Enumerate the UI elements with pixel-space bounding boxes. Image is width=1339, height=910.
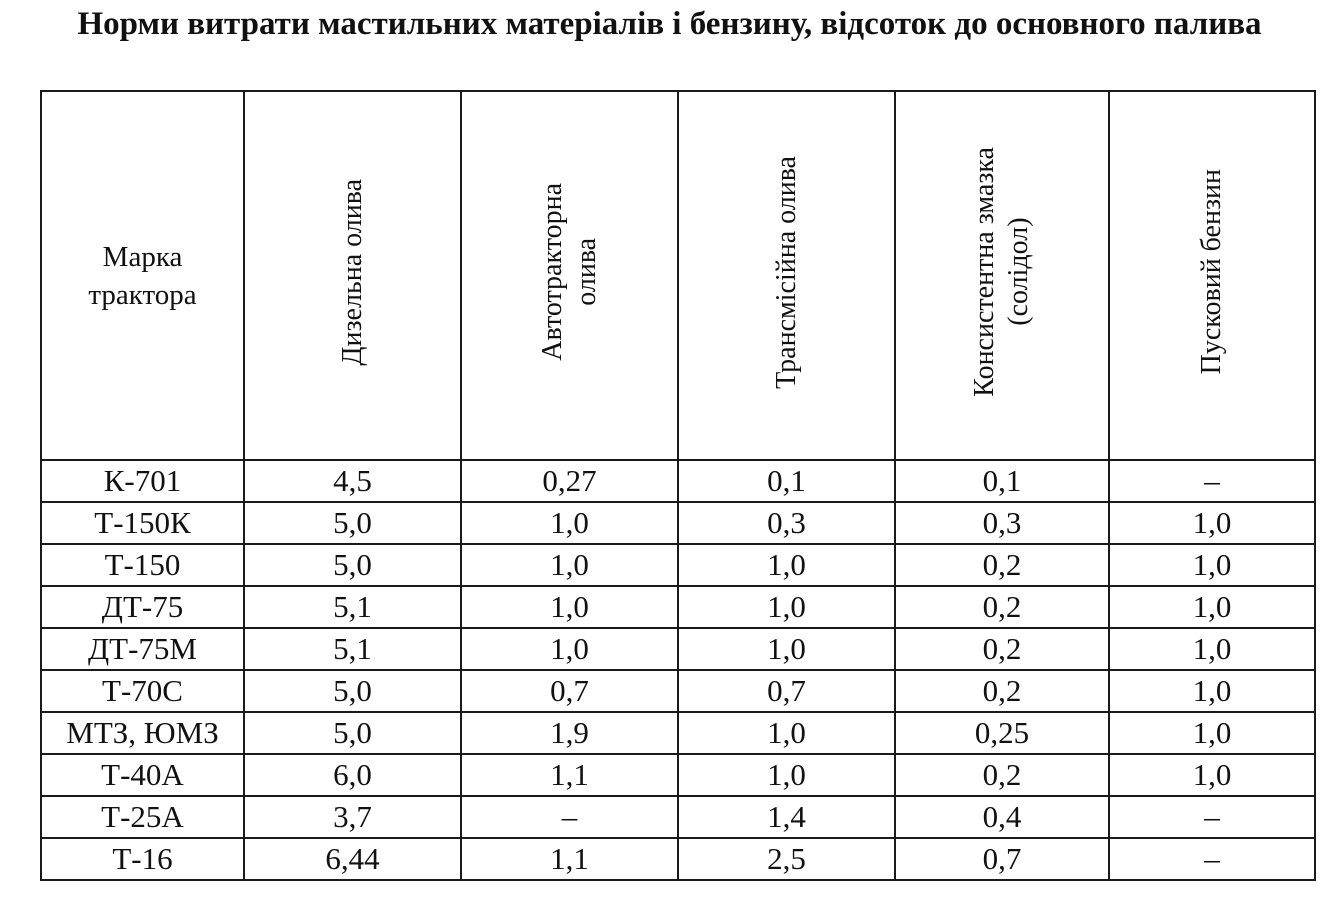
cell-autotractor-oil: 0,7 [461, 670, 678, 712]
cell-autotractor-oil: 1,9 [461, 712, 678, 754]
cell-grease: 0,7 [895, 838, 1109, 880]
cell-starting-gasoline: 1,0 [1109, 544, 1315, 586]
cell-starting-gasoline: 1,0 [1109, 586, 1315, 628]
cell-diesel-oil: 5,0 [244, 502, 461, 544]
table-row [41, 670, 1315, 712]
cell-autotractor-oil: 1,0 [461, 544, 678, 586]
cell-diesel-oil: 5,0 [244, 544, 461, 586]
cell-tractor-brand: Т-16 [41, 838, 244, 880]
cell-diesel-oil: 4,5 [244, 460, 461, 502]
norms-table [40, 90, 1316, 881]
header-autotractor-oil: Автотракторна олива [461, 91, 678, 460]
table-row [41, 754, 1315, 796]
cell-grease: 0,3 [895, 502, 1109, 544]
cell-diesel-oil: 5,0 [244, 670, 461, 712]
cell-starting-gasoline: 1,0 [1109, 502, 1315, 544]
header-row [41, 91, 1315, 460]
cell-tractor-brand: Т-150К [41, 502, 244, 544]
header-diesel-oil: Дизельна олива [244, 91, 461, 460]
cell-autotractor-oil: 1,0 [461, 628, 678, 670]
cell-grease: 0,2 [895, 754, 1109, 796]
cell-autotractor-oil: 1,1 [461, 838, 678, 880]
cell-tractor-brand: Т-70С [41, 670, 244, 712]
cell-starting-gasoline: – [1109, 796, 1315, 838]
cell-autotractor-oil: – [461, 796, 678, 838]
cell-starting-gasoline: 1,0 [1109, 754, 1315, 796]
cell-tractor-brand: ДТ-75М [41, 628, 244, 670]
cell-transmission-oil: 0,1 [678, 460, 895, 502]
table-body [41, 460, 1315, 880]
cell-grease: 0,2 [895, 544, 1109, 586]
cell-transmission-oil: 1,0 [678, 586, 895, 628]
cell-grease: 0,25 [895, 712, 1109, 754]
cell-autotractor-oil: 1,1 [461, 754, 678, 796]
cell-diesel-oil: 5,1 [244, 628, 461, 670]
cell-transmission-oil: 1,0 [678, 544, 895, 586]
cell-tractor-brand: К-701 [41, 460, 244, 502]
cell-transmission-oil: 1,0 [678, 712, 895, 754]
header-starting-gasoline: Пусковий бензин [1109, 91, 1315, 460]
cell-tractor-brand: Т-25А [41, 796, 244, 838]
table-row [41, 460, 1315, 502]
cell-tractor-brand: Т-40А [41, 754, 244, 796]
cell-tractor-brand: ДТ-75 [41, 586, 244, 628]
cell-starting-gasoline: 1,0 [1109, 628, 1315, 670]
header-tractor-brand: Марка трактора [41, 91, 244, 460]
table-row [41, 796, 1315, 838]
cell-grease: 0,1 [895, 460, 1109, 502]
cell-diesel-oil: 6,44 [244, 838, 461, 880]
cell-tractor-brand: Т-150 [41, 544, 244, 586]
cell-diesel-oil: 3,7 [244, 796, 461, 838]
cell-diesel-oil: 6,0 [244, 754, 461, 796]
cell-autotractor-oil: 1,0 [461, 586, 678, 628]
cell-transmission-oil: 0,3 [678, 502, 895, 544]
cell-starting-gasoline: – [1109, 838, 1315, 880]
header-grease: Консистентна змазка (солідол) [895, 91, 1109, 460]
cell-starting-gasoline: 1,0 [1109, 670, 1315, 712]
cell-diesel-oil: 5,0 [244, 712, 461, 754]
cell-grease: 0,2 [895, 670, 1109, 712]
page-title: Норми витрати мастильних матеріалів і бензину, відсоток до основного палива [77, 6, 1262, 42]
table-row [41, 838, 1315, 880]
cell-transmission-oil: 1,0 [678, 628, 895, 670]
cell-transmission-oil: 2,5 [678, 838, 895, 880]
cell-transmission-oil: 1,4 [678, 796, 895, 838]
cell-grease: 0,4 [895, 796, 1109, 838]
cell-starting-gasoline: 1,0 [1109, 712, 1315, 754]
cell-transmission-oil: 1,0 [678, 754, 895, 796]
cell-starting-gasoline: – [1109, 460, 1315, 502]
table-row [41, 628, 1315, 670]
cell-diesel-oil: 5,1 [244, 586, 461, 628]
header-transmission-oil: Трансмісійна олива [678, 91, 895, 460]
table-row [41, 586, 1315, 628]
table-row [41, 544, 1315, 586]
cell-grease: 0,2 [895, 586, 1109, 628]
cell-autotractor-oil: 1,0 [461, 502, 678, 544]
table-row [41, 502, 1315, 544]
cell-tractor-brand: МТЗ, ЮМЗ [41, 712, 244, 754]
cell-transmission-oil: 0,7 [678, 670, 895, 712]
table-row [41, 712, 1315, 754]
cell-grease: 0,2 [895, 628, 1109, 670]
cell-autotractor-oil: 0,27 [461, 460, 678, 502]
